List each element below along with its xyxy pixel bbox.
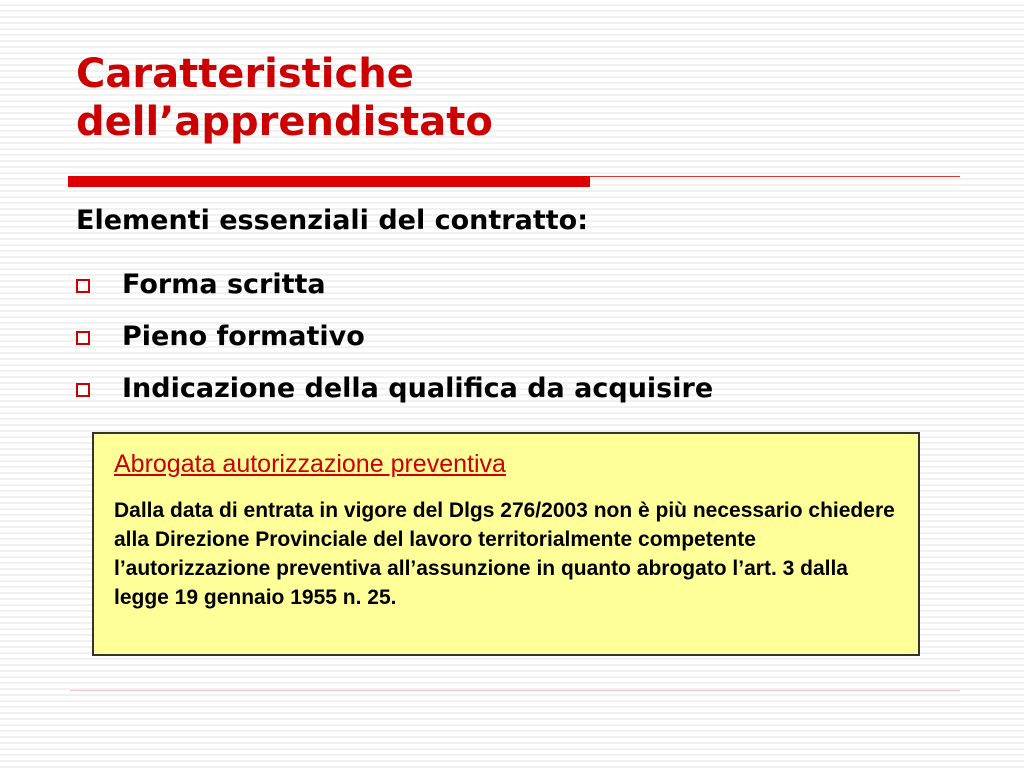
bullet-label: Forma scritta <box>122 268 326 300</box>
title-divider-thin <box>590 176 960 177</box>
slide-title-line-1: Caratteristiche <box>76 51 414 97</box>
note-title: Abrogata autorizzazione preventiva <box>114 450 506 478</box>
slide-title <box>76 50 776 146</box>
bullet-label: Pieno formativo <box>122 320 365 352</box>
footer-divider <box>70 690 960 691</box>
bullet-label: Indicazione della qualifica da acquisire <box>122 372 714 404</box>
note-box <box>92 432 920 656</box>
intro-heading: Elementi essenziali del contratto: <box>76 205 588 236</box>
hollow-square-bullet-icon <box>76 279 90 293</box>
list-item <box>76 258 713 310</box>
hollow-square-bullet-icon <box>76 383 90 397</box>
slide-title-line-2: dell’apprendistato <box>76 99 493 145</box>
list-item <box>76 310 713 362</box>
list-item <box>76 362 713 414</box>
note-body: Dalla data di entrata in vigore del Dlgs 276/2003 non è più necessario chiedere alla Direzione Provinciale del lavoro territorialmente competente l’autorizzazione preventiva all’assunzione in quanto abrogato l’art. 3 dalla legge 19 gennaio 1955 n. 25. <box>114 499 895 609</box>
bullet-list <box>76 258 713 414</box>
title-divider-thick <box>68 176 590 187</box>
hollow-square-bullet-icon <box>76 331 90 345</box>
